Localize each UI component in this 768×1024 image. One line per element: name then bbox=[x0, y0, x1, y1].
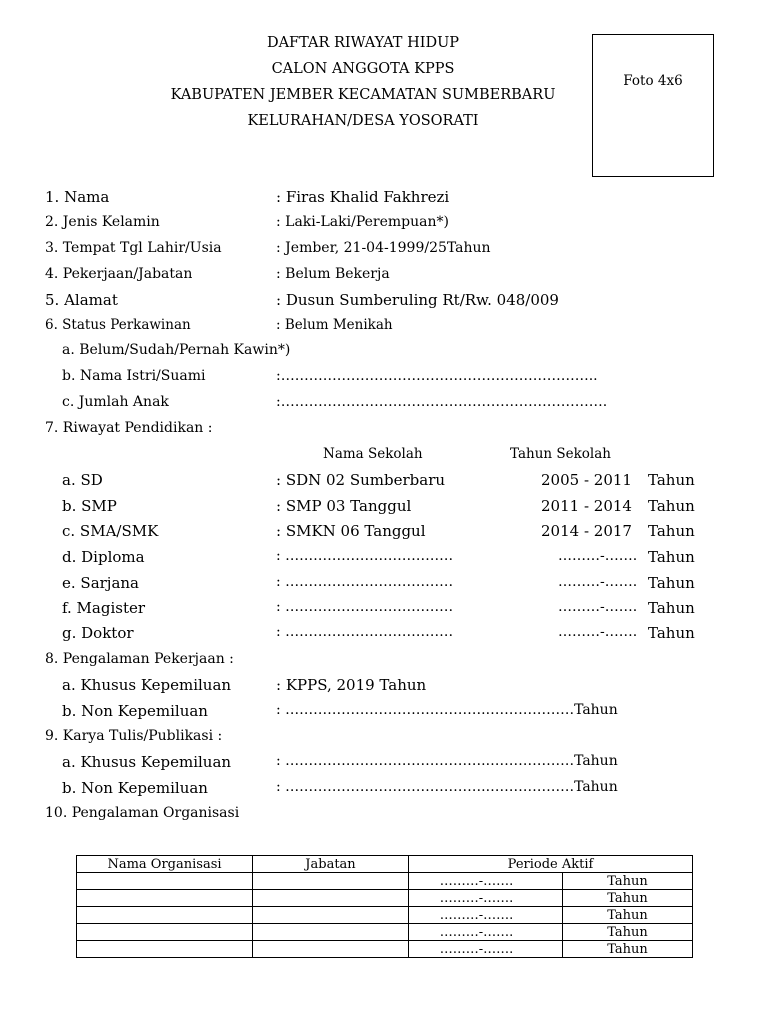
org-role-cell bbox=[253, 941, 409, 958]
table-row bbox=[77, 890, 693, 907]
field-value-name: : Firas Khalid Fakhrezi bbox=[276, 188, 450, 206]
field-value-marital: : Belum Menikah bbox=[276, 317, 393, 333]
org-period-cell: ………-……. bbox=[409, 907, 563, 924]
field-label-name: 1. Nama bbox=[45, 188, 110, 206]
work-nonelectoral-label: b. Non Kepemiluan bbox=[62, 702, 208, 720]
education-row-years: ………-……. bbox=[558, 624, 638, 640]
org-col-period: Periode Aktif bbox=[409, 856, 693, 873]
education-row-unit: Tahun bbox=[648, 599, 695, 617]
spouse-value: :………………………………………………………….. bbox=[276, 368, 598, 384]
education-row-label: b. SMP bbox=[62, 497, 117, 515]
table-row bbox=[77, 907, 693, 924]
education-row-school: : SMP 03 Tanggul bbox=[276, 497, 412, 515]
org-period-cell: ………-……. bbox=[409, 873, 563, 890]
writing-nonelectoral-label: b. Non Kepemiluan bbox=[62, 779, 208, 797]
marital-options: a. Belum/Sudah/Pernah Kawin*) bbox=[62, 342, 291, 358]
education-row-years: 2005 - 2011 bbox=[541, 471, 632, 489]
org-period-cell: ………-……. bbox=[409, 924, 563, 941]
education-row-label: f. Magister bbox=[62, 599, 146, 617]
org-col-role: Jabatan bbox=[253, 856, 409, 873]
table-row bbox=[77, 924, 693, 941]
org-name-cell bbox=[77, 890, 253, 907]
org-table-header bbox=[77, 856, 693, 873]
education-row-school: : SDN 02 Sumberbaru bbox=[276, 471, 446, 489]
education-row-school: : ……………………………… bbox=[276, 599, 454, 615]
writing-heading: 9. Karya Tulis/Publikasi : bbox=[45, 728, 223, 744]
org-col-name: Nama Organisasi bbox=[77, 856, 253, 873]
field-value-gender: : Laki-Laki/Perempuan*) bbox=[276, 214, 449, 230]
org-unit-cell: Tahun bbox=[563, 873, 693, 890]
education-row-years: 2014 - 2017 bbox=[541, 522, 632, 540]
org-unit-cell: Tahun bbox=[563, 941, 693, 958]
field-label-gender: 2. Jenis Kelamin bbox=[45, 214, 160, 230]
education-row-years: ………-……. bbox=[558, 548, 638, 564]
org-role-cell bbox=[253, 890, 409, 907]
education-row-label: g. Doktor bbox=[62, 624, 134, 642]
org-unit-cell: Tahun bbox=[563, 924, 693, 941]
education-row-unit: Tahun bbox=[648, 548, 695, 566]
field-value-birth: : Jember, 21-04-1999/25Tahun bbox=[276, 240, 491, 256]
education-row-unit: Tahun bbox=[648, 624, 695, 642]
education-row-label: c. SMA/SMK bbox=[62, 522, 159, 540]
org-role-cell bbox=[253, 907, 409, 924]
education-row-school: : SMKN 06 Tanggul bbox=[276, 522, 426, 540]
field-label-address: 5. Alamat bbox=[45, 291, 118, 309]
org-name-cell bbox=[77, 924, 253, 941]
children-value: :……………………………………………………………. bbox=[276, 394, 608, 410]
org-period-cell: ………-……. bbox=[409, 941, 563, 958]
education-row-years: 2011 - 2014 bbox=[541, 497, 632, 515]
education-row-school: : ……………………………… bbox=[276, 574, 454, 590]
spouse-label: b. Nama Istri/Suami bbox=[62, 368, 206, 384]
org-unit-cell: Tahun bbox=[563, 907, 693, 924]
education-row-unit: Tahun bbox=[648, 574, 695, 592]
education-row-label: a. SD bbox=[62, 471, 103, 489]
education-heading: 7. Riwayat Pendidikan : bbox=[45, 420, 213, 436]
writing-electoral-label: a. Khusus Kepemiluan bbox=[62, 753, 232, 771]
org-role-cell bbox=[253, 924, 409, 941]
work-electoral-value: : KPPS, 2019 Tahun bbox=[276, 676, 427, 694]
field-value-address: : Dusun Sumberuling Rt/Rw. 048/009 bbox=[276, 291, 559, 309]
education-row-label: e. Sarjana bbox=[62, 574, 139, 592]
education-row-years: ………-……. bbox=[558, 599, 638, 615]
photo-label: Foto 4x6 bbox=[623, 73, 683, 89]
education-row-label: d. Diploma bbox=[62, 548, 145, 566]
org-period-cell: ………-……. bbox=[409, 890, 563, 907]
education-row-school: : ……………………………… bbox=[276, 624, 454, 640]
org-table bbox=[76, 855, 693, 958]
field-value-job: : Belum Bekerja bbox=[276, 266, 390, 282]
education-row-years: ………-……. bbox=[558, 574, 638, 590]
org-role-cell bbox=[253, 873, 409, 890]
education-col-year: Tahun Sekolah bbox=[510, 446, 611, 462]
education-col-school: Nama Sekolah bbox=[323, 446, 423, 462]
field-label-marital: 6. Status Perkawinan bbox=[45, 317, 191, 333]
writing-electoral-value: : ……………………………………..………………Tahun bbox=[276, 753, 618, 769]
title-line-1: DAFTAR RIWAYAT HIDUP bbox=[266, 35, 460, 51]
org-name-cell bbox=[77, 907, 253, 924]
table-row bbox=[77, 873, 693, 890]
field-label-birth: 3. Tempat Tgl Lahir/Usia bbox=[45, 240, 222, 256]
org-heading: 10. Pengalaman Organisasi bbox=[45, 805, 240, 821]
education-row-school: : ……………………………… bbox=[276, 548, 454, 564]
work-heading: 8. Pengalaman Pekerjaan : bbox=[45, 651, 234, 667]
work-nonelectoral-value: : ……………………………………..………………Tahun bbox=[276, 702, 618, 718]
org-name-cell bbox=[77, 941, 253, 958]
education-row-unit: Tahun bbox=[648, 522, 695, 540]
table-row bbox=[77, 941, 693, 958]
education-row-unit: Tahun bbox=[648, 471, 695, 489]
children-label: c. Jumlah Anak bbox=[62, 394, 169, 410]
photo-box bbox=[592, 34, 714, 177]
field-label-job: 4. Pekerjaan/Jabatan bbox=[45, 266, 193, 282]
org-unit-cell: Tahun bbox=[563, 890, 693, 907]
org-name-cell bbox=[77, 873, 253, 890]
education-row-unit: Tahun bbox=[648, 497, 695, 515]
work-electoral-label: a. Khusus Kepemiluan bbox=[62, 676, 232, 694]
title-line-2: CALON ANGGOTA KPPS bbox=[271, 61, 455, 77]
title-line-3: KABUPATEN JEMBER KECAMATAN SUMBERBARU bbox=[170, 87, 556, 103]
title-line-4: KELURAHAN/DESA YOSORATI bbox=[247, 113, 479, 129]
writing-nonelectoral-value: : ……………………………………..………………Tahun bbox=[276, 779, 618, 795]
